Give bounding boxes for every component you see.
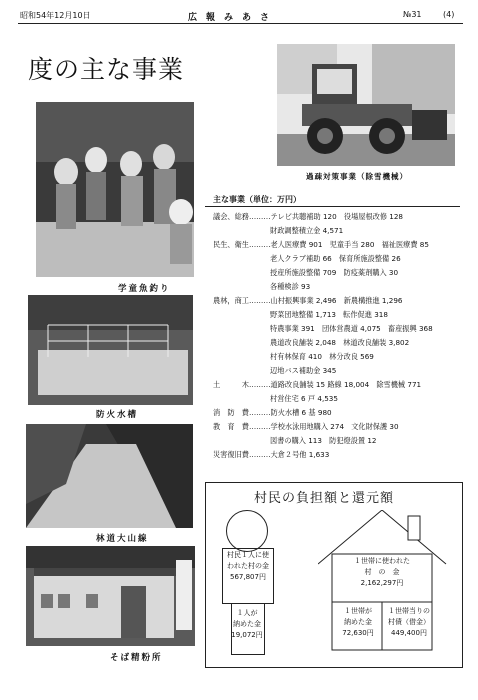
- left-bottom-text: [231, 608, 263, 641]
- project-items: 村営住宅 6 戸 4,535: [270, 394, 338, 403]
- project-category: 議会、総務: [213, 212, 249, 221]
- project-items: 特農事業 391 団体営農道 4,075 畜産振興 368: [270, 324, 433, 333]
- project-row: [270, 366, 336, 376]
- header-page: (4): [443, 10, 455, 19]
- project-items: 村有林保育 410 林分改良 569: [270, 352, 374, 361]
- project-category: 民生、衛生: [213, 240, 249, 249]
- project-row: [213, 212, 403, 222]
- project-row: [270, 254, 401, 264]
- project-items: 野菜団地整備 1,713 転作促進 318: [270, 310, 388, 319]
- project-items: 授産所施設整備 709 防疫薬剤購入 30: [270, 268, 399, 277]
- project-items: ………老人医療費 901 児童手当 280 福祉医療費 85: [248, 240, 429, 249]
- left-bottom-value: 19,072円: [231, 630, 263, 639]
- photo-soba-mill: [26, 546, 195, 646]
- right-bottom-right-text: [384, 606, 434, 639]
- project-row: [270, 394, 338, 404]
- photo-fire-tank: [28, 295, 193, 405]
- page-title: 度の主な事業: [28, 55, 185, 84]
- photo-kids-fishing: [36, 102, 194, 277]
- right-br-line: １世帯当りの: [388, 607, 430, 615]
- projects-heading-rule: [205, 206, 460, 207]
- project-items: 老人クラブ補助 66 保育所施設整備 26: [270, 254, 401, 263]
- project-row: [270, 352, 374, 362]
- project-row: [270, 338, 409, 348]
- project-items: ………テレビ共聴補助 120 役場屋根改修 128: [248, 212, 404, 221]
- right-bl-line: 納めた金: [344, 617, 372, 626]
- project-row: [270, 436, 377, 446]
- right-bl-line: １世帯が: [344, 607, 372, 615]
- project-category: 教 育 費: [213, 422, 249, 431]
- caption-forest-road: 林道大山線: [96, 534, 149, 544]
- project-category: 災害復旧費: [213, 450, 249, 459]
- project-row: [213, 296, 403, 306]
- project-items: ………大倉２号他 1,633: [248, 450, 330, 459]
- left-bottom-line: １人が: [236, 609, 258, 617]
- project-category: 消 防 費: [213, 408, 249, 417]
- burden-title: 村民の負担額と還元額: [254, 491, 395, 506]
- caption-soba-mill: そば精粉所: [110, 653, 163, 663]
- project-items: ………道路改良舗装 15 路線 18,004 除雪機械 771: [248, 380, 422, 389]
- project-row: [213, 380, 421, 390]
- project-items: 辺地バス補助金 345: [270, 366, 337, 375]
- project-items: ………防火水槽 6 基 980: [248, 408, 332, 417]
- right-top-line: １世帯に使われた: [354, 557, 410, 565]
- header-paper-name: 広 報 み あ さ: [188, 13, 270, 23]
- project-row: [270, 324, 433, 334]
- left-top-line: 村民１人に使: [227, 551, 269, 559]
- project-items: 農道改良舗装 2,048 林道改良舗装 3,802: [270, 338, 410, 347]
- project-row: [213, 450, 329, 460]
- right-top-text: [334, 556, 430, 589]
- right-br-line: 村債（借金）: [388, 617, 430, 626]
- person-head-shape: [226, 510, 268, 552]
- project-category: 農林，商工: [213, 296, 249, 305]
- caption-fire-tank: 防火水槽: [96, 410, 139, 420]
- right-top-line: 村 の 金: [364, 567, 400, 576]
- left-bottom-line: 納めた金: [233, 619, 261, 628]
- project-row: [270, 268, 398, 278]
- project-items: 財政調整積立金 4,571: [270, 226, 344, 235]
- project-row: [270, 226, 343, 236]
- project-items: ………学校水泳用地購入 274 文化財保護 30: [248, 422, 399, 431]
- left-top-line: われた村の金: [227, 561, 269, 570]
- photo-forest-road: [26, 424, 193, 528]
- left-top-text: [224, 550, 272, 583]
- project-row: [270, 310, 388, 320]
- project-items: 各種検診 93: [270, 282, 311, 291]
- caption-kids-fishing: 学童魚釣り: [118, 284, 171, 294]
- right-bl-value: 72,630円: [342, 628, 374, 637]
- project-items: ………山村振興事業 2,496 新農構推進 1,296: [248, 296, 403, 305]
- project-row: [213, 422, 399, 432]
- header-date: 昭和54年12月10日: [20, 11, 91, 20]
- right-top-value: 2,162,297円: [360, 578, 404, 587]
- project-row: [270, 282, 310, 292]
- header-rule: [18, 23, 463, 24]
- left-top-value: 567,807円: [230, 572, 266, 581]
- right-br-value: 449,400円: [391, 628, 427, 637]
- projects-heading: 主な事業（単位：万円）: [213, 195, 301, 204]
- project-category: 土 木: [213, 380, 249, 389]
- right-bottom-left-text: [334, 606, 382, 639]
- project-row: [213, 240, 429, 250]
- project-items: 図書の購入 113 防犯燈設置 12: [270, 436, 377, 445]
- caption-snow-machine: 過疎対策事業（除雪機械）: [306, 172, 408, 181]
- project-row: [213, 408, 332, 418]
- header-issue: №31: [403, 10, 422, 19]
- photo-snow-machine: [277, 44, 455, 166]
